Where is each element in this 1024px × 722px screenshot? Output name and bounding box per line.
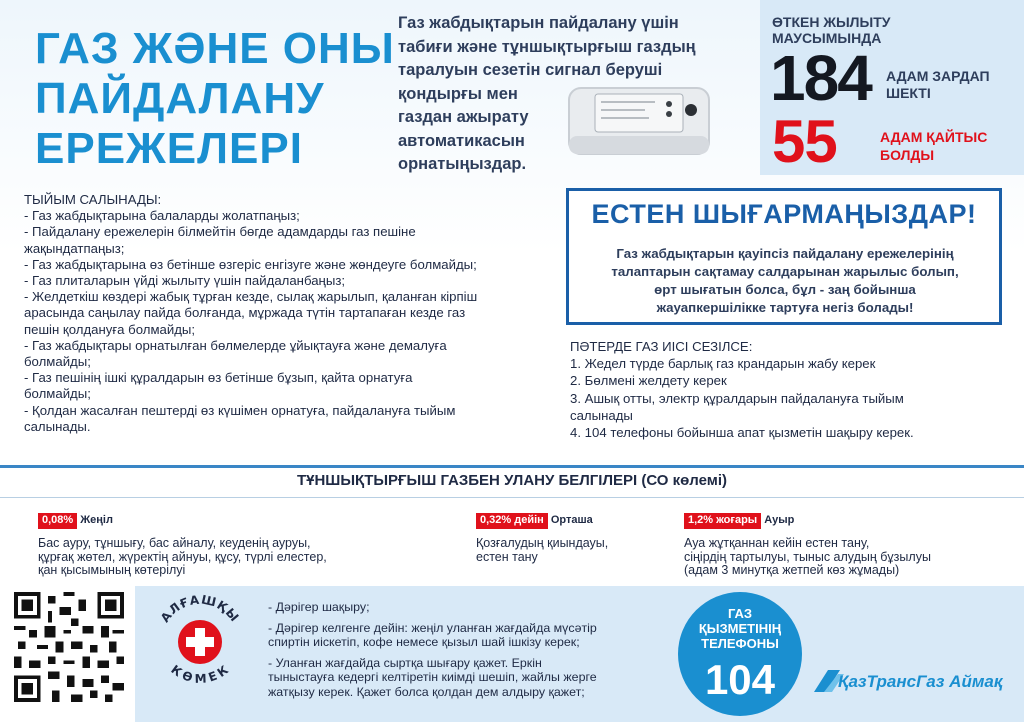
qr-code-icon[interactable] — [14, 592, 124, 702]
co-level-name: Жеңіл — [80, 514, 113, 526]
first-aid-line: тыныстауға кедергі келтіретін киімді шешіп, жайлы жерге — [268, 670, 597, 685]
intro-line: Газ жабдықтарын пайдалану үшін — [398, 14, 679, 32]
injured-caption-line: ШЕКТІ — [886, 85, 931, 101]
remember-title: ЕСТЕН ШЫҒАРМАҢЫЗДАР! — [591, 199, 977, 229]
smell-step: 2. Бөлмені желдету керек — [570, 373, 727, 389]
prohibited-line: - Қолдан жасалған пештерді өз күшімен орнатуға, пайдалануға тыйым — [24, 402, 456, 418]
remember-line: талаптарын сақтамау салдарынан жарылыс болып, — [611, 264, 959, 279]
title-line-3: ЕРЕЖЕЛЕРІ — [35, 124, 303, 173]
smell-step: салынады — [570, 407, 633, 423]
co-desc-line: сіңірдің тартылуы, тыныс алудың бұзылуы — [684, 549, 931, 564]
stats-panel — [760, 0, 1024, 175]
phone-line-2: ҚЫЗМЕТІНІҢ — [698, 621, 782, 636]
gas-smell-steps — [570, 338, 1010, 441]
co-desc-line: естен тану — [476, 549, 538, 564]
page-title — [35, 24, 395, 174]
prohibited-line: - Газ пешінің ішкі құралдарын өз бетінше бұзып, қайта орнатуға — [24, 370, 413, 386]
prohibited-heading: ТЫЙЫМ САЛЫНАДЫ: — [24, 192, 162, 207]
prohibited-line: - Пайдалану ережелерін білмейтін бөгде адамдарды газ пешіне — [24, 224, 416, 240]
remember-body — [585, 245, 985, 317]
co-level-light — [38, 513, 458, 578]
intro-line: газдан ажырату — [398, 108, 529, 126]
title-line-2: ПАЙДАЛАНУ — [35, 74, 325, 123]
co-level-tag: 1,2% жоғары — [684, 513, 761, 529]
logo-text: ҚазТрансГаз Аймақ — [838, 672, 1003, 691]
first-aid-paragraph — [268, 621, 668, 650]
gas-service-phone-badge[interactable] — [672, 590, 808, 718]
prohibited-line: жақындатпаңыз; — [24, 240, 125, 256]
gas-detector-icon — [565, 80, 715, 160]
deaths-number: 55 — [772, 108, 837, 175]
remember-line: жауапкершілікке тартуға негіз болады! — [656, 300, 914, 315]
remember-line: өрт шығатын болса, бұл - заң бойынша — [654, 282, 916, 297]
co-desc-line: Бас ауру, тұншығу, бас айналу, кеуденің ауруы, — [38, 535, 311, 550]
prohibited-list — [24, 192, 564, 435]
intro-line: орнатыңыздар. — [398, 155, 527, 173]
prohibited-line: - Газ жабдықтары орнатылған бөлмелерде ұйықтауға және демалуға — [24, 337, 447, 353]
co-level-name: Орташа — [550, 514, 593, 526]
title-line-1: ГАЗ ЖӘНЕ ОНЫ — [35, 24, 395, 73]
first-aid-line: - Дәрігер келгенге дейін: жеңіл уланған жағдайда мүсәтір — [268, 620, 597, 635]
phone-line-1: ГАЗ — [727, 606, 753, 621]
first-aid-label-top: АЛҒАШҚЫ — [157, 592, 243, 625]
deaths-caption-line: БОЛДЫ — [880, 147, 935, 163]
stats-header-line: МАУСЫМЫНДА — [772, 30, 882, 46]
smell-step: 3. Ашық отты, электр құралдарын пайдалануға тыйым — [570, 390, 904, 406]
first-aid-label-bottom: КӨМЕК — [168, 662, 232, 686]
prohibited-line: - Желдеткіш көздері жабық тұрған кезде, сылақ жарылып, қаланған кірпіш — [24, 289, 478, 305]
co-level-severe — [684, 513, 1004, 578]
phone-line-3: ТЕЛЕФОНЫ — [701, 636, 779, 651]
deaths-caption — [880, 128, 987, 164]
co-level-desc — [684, 537, 1004, 578]
first-aid-paragraph — [268, 600, 668, 615]
stats-header-line: ӨТКЕН ЖЫЛЫТУ — [772, 14, 891, 30]
smell-heading: ПӘТЕРДЕ ГАЗ ИІСІ СЕЗІЛСЕ: — [570, 339, 753, 354]
first-aid-steps — [268, 600, 668, 706]
smell-step: 4. 104 телефоны бойынша апат қызметін шақыру керек. — [570, 425, 914, 441]
deaths-caption-line: АДАМ ҚАЙТЫС — [880, 129, 988, 145]
intro-line: табиғи және тұншықтырғыш газдың — [398, 37, 696, 56]
intro-line: автоматикасын — [398, 131, 525, 150]
prohibited-line: болмайды; — [24, 354, 91, 370]
first-aid-paragraph — [268, 656, 668, 700]
co-level-desc — [38, 537, 458, 578]
co-desc-line: Қозғалудың қиындауы, — [476, 535, 609, 550]
co-desc-line: қан қысымының көтерілуі — [38, 563, 186, 578]
co-level-tag: 0,08% — [38, 513, 77, 529]
remember-line: Газ жабдықтарын қауіпсіз пайдалану ережелерінің — [616, 246, 954, 261]
prohibited-line: салынады. — [24, 418, 91, 434]
co-level-name: Ауыр — [764, 514, 795, 526]
first-aid-line: спиртін иіскетіп, кофе немесе қызыл шай ішкізу керек; — [268, 635, 580, 650]
svg-text:КӨМЕК — [168, 662, 231, 686]
prohibited-line: пешін қолдануға болмайды; — [24, 321, 196, 337]
injured-caption — [886, 68, 990, 102]
intro-line: қондырғы мен — [398, 84, 518, 103]
prohibited-line: - Газ жабдықтарына өз бетінше өзгеріс енгізуге және жөндеуге болмайды; — [24, 256, 477, 272]
phone-number: 104 — [704, 656, 776, 703]
co-level-tag: 0,32% дейін — [476, 513, 548, 529]
smell-step: 1. Жедел түрде барлық газ крандарын жабу керек — [570, 356, 876, 372]
prohibited-line: болмайды; — [24, 386, 91, 402]
co-section-title: ТҰНШЫҚТЫРҒЫШ ГАЗБЕН УЛАНУ БЕЛГІЛЕРІ (СО көлемі) — [296, 472, 728, 489]
intro-line: таралуын сезетін сигнал беруші — [398, 61, 663, 79]
prohibited-line: арасында саңылау пайда болғанда, мұржада түтін тартапаған кезде газ — [24, 305, 466, 321]
co-level-desc — [476, 537, 676, 565]
remember-box — [566, 188, 1002, 325]
co-title-underline — [0, 497, 1024, 498]
co-desc-line: құрғақ жөтел, жүректің айнуы, құсу, түрлі елестер, — [38, 549, 327, 564]
co-level-medium — [476, 513, 676, 564]
first-aid-line: - Дәрігер шақыру; — [268, 600, 370, 614]
prohibited-line: - Газ плиталарын үйді жылыту үшін пайдаланбаңыз; — [24, 273, 346, 289]
first-aid-line: жатқызу керек. Қажет болса қолдан дем алдыру қажет; — [268, 684, 585, 699]
co-desc-line: (адам 3 минутқа жетпей көз жұмады) — [684, 563, 900, 578]
prohibited-line: - Газ жабдықтарына балаларды жолатпаңыз; — [24, 208, 300, 224]
section-divider — [0, 465, 1024, 468]
injured-number: 184 — [770, 42, 871, 114]
first-aid-icon — [150, 592, 250, 692]
first-aid-line: - Уланған жағдайда сыртқа шығару қажет. Еркін — [268, 655, 542, 670]
co-desc-line: Ауа жұтқаннан кейін естен тану, — [684, 535, 870, 550]
injured-caption-line: АДАМ ЗАРДАП — [886, 68, 990, 84]
